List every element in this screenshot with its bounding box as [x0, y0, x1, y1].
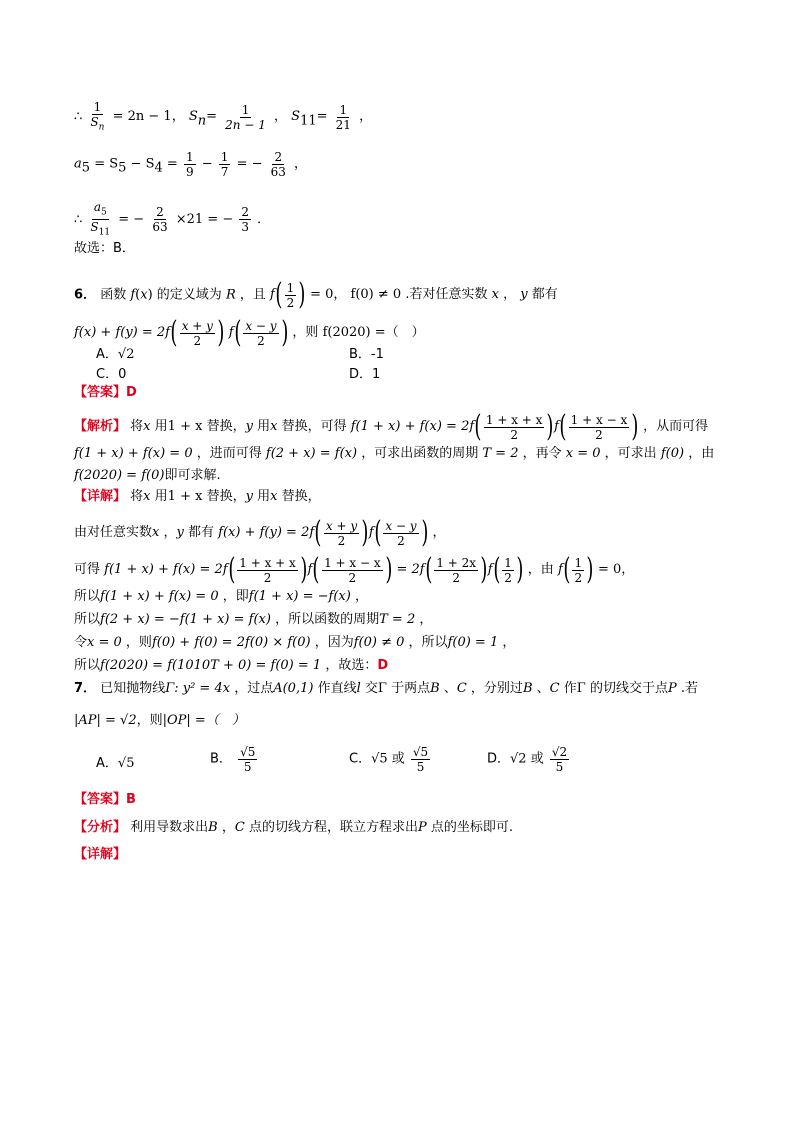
therefore-symbol: ∴ — [74, 109, 83, 125]
fraction-1-over-2n-1: $\frac{1}{2n - 1}$ — [225, 102, 266, 132]
fraction-one-half: $\frac{1}{2}$ — [286, 280, 295, 310]
q6-option-a[interactable]: A．√2 — [96, 347, 135, 362]
q6-analysis-line-1: 【解析】 将x 用1 + x 替换，y 用x 替换，可得 f(1 + x) + f(x) = 2f( $\frac{1 + x + x}{2}$ )f( $\frac{1 + x - x}{2}$ ) ，从而可得 — [74, 409, 709, 444]
q6-detail-line-7: 所以f(2020) = f(1010T + 0) = f(0) = 1 ，故选：D — [74, 658, 389, 673]
prev-line-3: ∴ $\frac{a_5}{S_{11}}$ = − $\frac{2}{63}$ ×21 = − $\frac{2}{3}$ ． — [74, 200, 271, 238]
q7-option-c[interactable]: C．√5 或 $\frac{√5}{5}$ — [349, 745, 429, 774]
q7-option-a[interactable]: A．√5 — [96, 756, 135, 771]
fraction-1-over-7: $\frac{1}{7}$ — [220, 150, 229, 179]
q7-answer: 【答案】B — [74, 792, 136, 807]
prev-line-1: ∴ $\frac{1}{S_n}$ = 2n − 1， $S_n=$ $\frac{1}{2n - 1}$ ， $S_{11}=$ $\frac{1}{21}$ ， — [74, 100, 373, 133]
q6-answer: 【答案】D — [74, 385, 137, 400]
fraction-2-over-63: $\frac{2}{63}$ — [270, 150, 286, 179]
q7-option-d[interactable]: D．√2 或 $\frac{√2}{5}$ — [487, 745, 568, 774]
q6-option-b[interactable]: B．-1 — [349, 347, 384, 362]
q6-analysis-line-2: f(1 + x) + f(x) = 0 ，进而可得 f(2 + x) = f(x) ，可求出函数的周期 T = 2 ，再令 x = 0 ，可求出 f(0) ，由 — [74, 446, 715, 461]
fraction-a5-over-s11: $\frac{a_5}{S_{11}}$ — [90, 200, 111, 238]
q7-stem-line-2: |AP| = √2，则|OP| =（ ） — [74, 713, 245, 728]
fraction-2-over-63-b: $\frac{2}{63}$ — [152, 205, 168, 235]
q6-detail-line-1: 【详解】 将x 用1 + x 替换，y 用x 替换， — [74, 489, 321, 504]
q7-option-b[interactable]: B． $\frac{√5}{5}$ — [210, 745, 256, 774]
prev-answer-line: 故选：B． — [74, 241, 135, 256]
q6-detail-line-3: 可得 f(1 + x) + f(x) = 2f( $\frac{1 + x + x}{2}$ )f( $\frac{1 + x - x}{2}$ ) = 2f( $\frac{1 + 2x}{2}$ )f( $\frac{1}{2}$ ) ，由 f( $\frac{1}{2}$ ) = 0， — [74, 552, 635, 587]
q7-detail-tag: 【详解】 — [74, 847, 127, 862]
q6-detail-line-4: 所以f(1 + x) + f(x) = 0 ，即f(1 + x) = −f(x) ， — [74, 589, 368, 604]
q6-number: 6． — [74, 287, 97, 303]
q6-detail-line-5: 所以f(2 + x) = −f(1 + x) = f(x) ，所以函数的周期T = 2 ， — [74, 612, 433, 627]
prev-line-2: $a_5 = S_5 - S_4$ = $\frac{1}{9}$ − $\frac{1}{7}$ = − $\frac{2}{63}$ ， — [74, 150, 308, 179]
q6-detail-line-6: 令x = 0 ，则f(0) + f(0) = 2f(0) × f(0) ，因为f(0) ≠ 0 ，所以f(0) = 1 ， — [74, 635, 516, 650]
fraction-1-over-21: $\frac{1}{21}$ — [335, 102, 351, 132]
fraction-1-over-sn: $\frac{1}{S_n}$ — [90, 100, 105, 133]
fraction-2-over-3: $\frac{2}{3}$ — [241, 205, 249, 235]
q6-detail-line-2: 由对任意实数x ，y 都有 f(x) + f(y) = 2f( $\frac{x + y}{2}$ )f( $\frac{x - y}{2}$ ) ， — [74, 515, 446, 550]
fraction-1-over-9: $\frac{1}{9}$ — [185, 150, 194, 179]
q6-option-c[interactable]: C．0 — [96, 367, 127, 382]
q7-analysis: 【分析】 利用导数求出B ，C 点的切线方程，联立方程求出P 点的坐标即可. — [74, 820, 514, 835]
q7-stem-line-1: 7． 已知抛物线Γ: y² = 4x ，过点A(0,1) 作直线l 交Γ 于两点B 、C ，分别过B 、C 作Γ 的切线交于点P .若 — [74, 681, 698, 696]
q6-option-d[interactable]: D．1 — [349, 367, 381, 382]
q6-stem-line-2: f(x) + f(y) = 2f( $\frac{x + y}{2}$ ) f( $\frac{x - y}{2}$ ) ，则 f(2020) =（ ） — [74, 315, 425, 350]
q6-analysis-line-3: f(2020) = f(0)即可求解. — [74, 468, 221, 483]
q6-stem-line-1: 6． 函数 f(x) 的定义域为 R ，且 f( $\frac{1}{2}$ ) = 0， f(0) ≠ 0 .若对任意实数 x ， y 都有 — [74, 277, 558, 312]
q7-number: 7． — [74, 681, 97, 696]
